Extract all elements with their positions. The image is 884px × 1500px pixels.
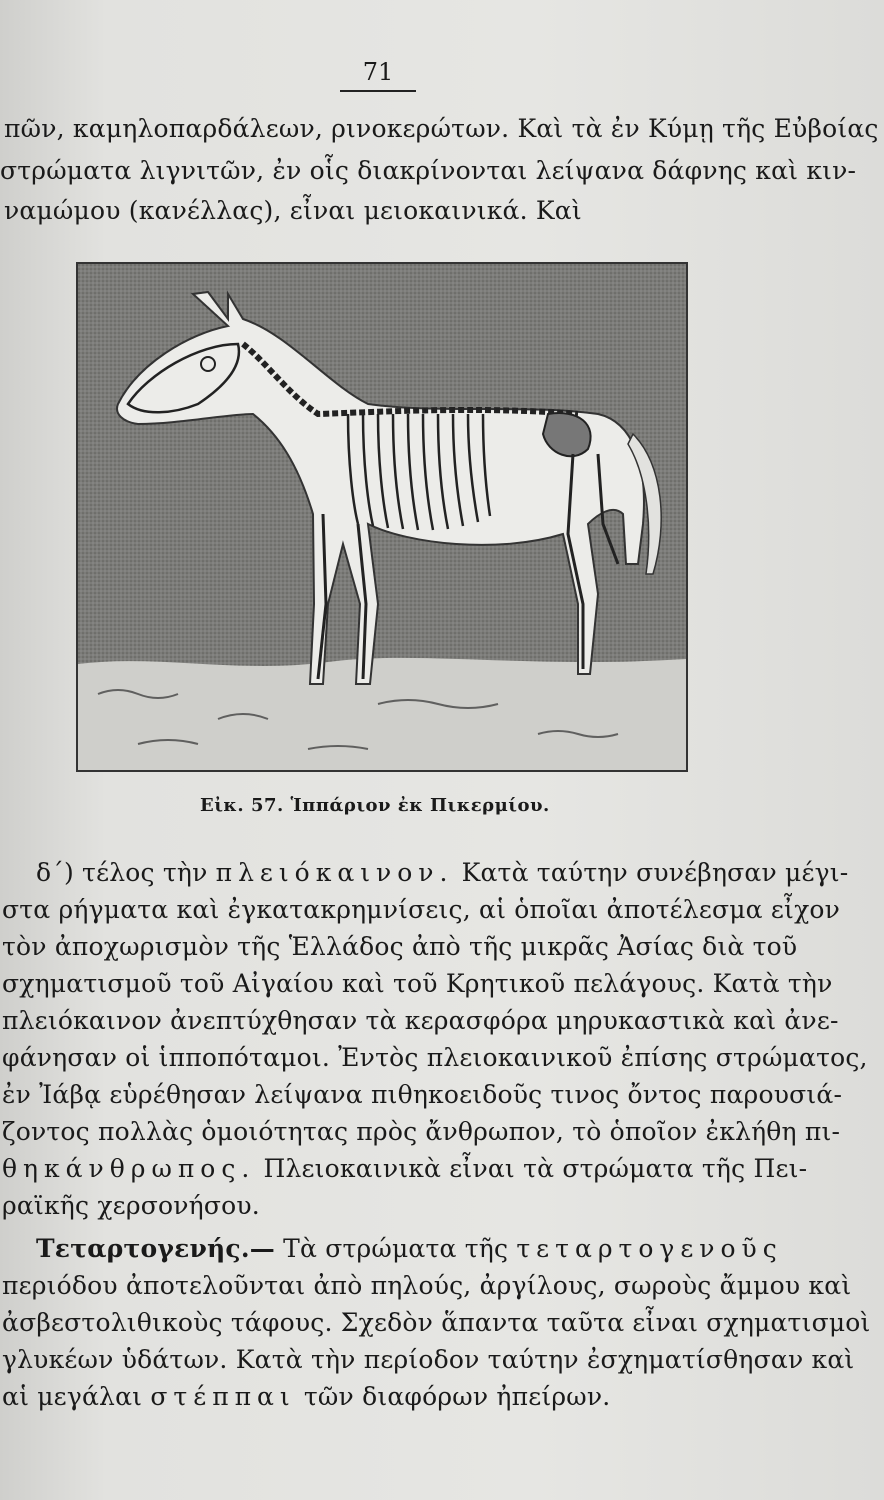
text-line [2, 1154, 807, 1184]
text-line: ἀσβεστολιθικοὺς τάφους. Σχεδὸν ἅπαντα ταῦτα εἶναι σχηματισμοὶ [2, 1308, 871, 1337]
text-line [2, 1382, 610, 1412]
section-heading: Τεταρτογενής.— [36, 1234, 275, 1263]
text-line: γλυκέων ὑδάτων. Κατὰ τὴν περίοδον ταύτην ἐσχηματίσθησαν καὶ [2, 1345, 855, 1374]
emphasized-term: τεταρτογενοῦς [516, 1234, 783, 1263]
text-line: περιόδου ἀποτελοῦνται ἀπὸ πηλούς, ἀργίλους, σωροὺς ἄμμου καὶ [2, 1271, 852, 1300]
emphasized-term: θηκάνθρωπος. [2, 1154, 256, 1183]
text-run: δ΄) τέλος τὴν [36, 858, 208, 887]
text-run: Πλειοκαινικὰ εἶναι τὰ στρώματα τῆς Πει- [263, 1154, 808, 1183]
figure-horse-skeleton [76, 262, 688, 772]
text-line [36, 1234, 783, 1264]
text-line: ἐν Ἰάβᾳ εὑρέθησαν λείψανα πιθηκοειδοῦς τινος ὄντος παρουσιά- [2, 1080, 843, 1109]
text-run: Τὰ στρώματα τῆς [283, 1234, 509, 1263]
emphasized-term: πλειόκαινον. [215, 858, 454, 887]
text-line [36, 858, 848, 888]
horse-skeleton-illustration [78, 264, 686, 770]
text-run: τῶν διαφόρων ἠπείρων. [303, 1382, 611, 1411]
text-line: ραϊκῆς χερσονήσου. [2, 1191, 260, 1220]
text-run: Κατὰ ταύτην συνέβησαν μέγι- [461, 858, 849, 887]
page-number: 71 [340, 58, 416, 92]
text-line: πῶν, καμηλοπαρδάλεων, ρινοκερώτων. Καὶ τὰ ἐν Κύμῃ τῆς Εὐβοίας [4, 114, 879, 143]
text-line: ναμώμου (κανέλλας), εἶναι μειοκαινικά. Καὶ [4, 196, 582, 225]
text-line: τὸν ἀποχωρισμὸν τῆς Ἑλλάδος ἀπὸ τῆς μικρᾶς Ἀσίας διὰ τοῦ [2, 932, 798, 961]
figure-caption: Εἰκ. 57. Ἱππάριον ἐκ Πικερμίου. [200, 795, 550, 816]
text-line: στα ρήγματα καὶ ἐγκατακρημνίσεις, αἱ ὁποῖαι ἀποτέλεσμα εἶχον [2, 895, 841, 924]
emphasized-term: στέππαι [150, 1382, 296, 1411]
text-line: ζοντος πολλὰς ὁμοιότητας πρὸς ἄνθρωπον, τὸ ὁποῖον ἐκλήθη πι- [2, 1117, 841, 1146]
text-line: σχηματισμοῦ τοῦ Αἰγαίου καὶ τοῦ Κρητικοῦ πελάγους. Κατὰ τὴν [2, 969, 833, 998]
text-run: αἱ μεγάλαι [2, 1382, 143, 1411]
text-line: στρώματα λιγνιτῶν, ἐν οἷς διακρίνονται λείψανα δάφνης καὶ κιν- [0, 156, 857, 185]
text-line: φάνησαν οἱ ἱπποπόταμοι. Ἐντὸς πλειοκαινικοῦ ἐπίσης στρώματος, [2, 1043, 868, 1072]
text-line: πλειόκαινον ἀνεπτύχθησαν τὰ κερασφόρα μηρυκαστικὰ καὶ ἀνε- [2, 1006, 839, 1035]
